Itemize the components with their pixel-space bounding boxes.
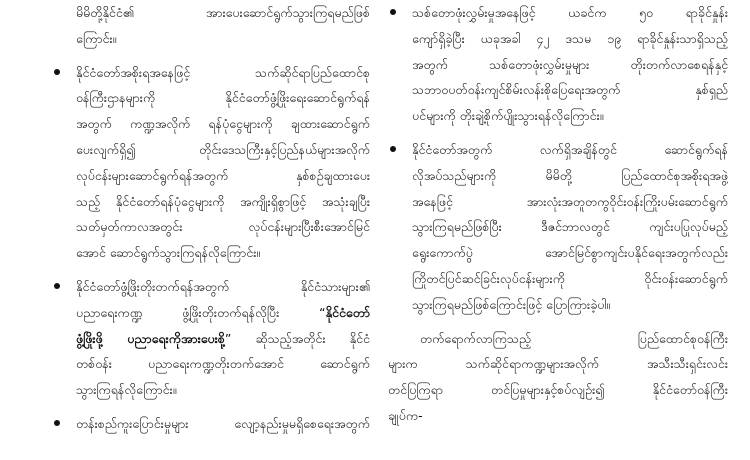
text-line: အတွက် ကဏ္ဍအလိုက် ရန်ပုံငွေများကို ချထားဆောင်ရွက် <box>76 116 370 132</box>
text-line: ကျော်ရှိခဲ့ပြီး ယခုအခါ ၄၂ ဒသမ ၁၉ ရာခိုင်နှုန်းသာရှိသည့် <box>412 30 728 46</box>
text-line: ကြောင်း။ <box>76 30 117 46</box>
text-line: သွားကြရမည်ဖြစ်ကြောင်းဖြင့် ပြောကြားခဲ့ပါ။ <box>412 296 611 312</box>
text-line: ဝန်ကြီးဌာနများကို နိုင်ငံတော်ဖွံ့ဖြိုးရေးဆောင်ရွက်ရန် <box>76 90 370 106</box>
text-line: ချုပ်က- <box>388 407 423 423</box>
text-line: သည့် နိုင်ငံတော်ရန်ပုံငွေများကို အကျိုးရှိစွာဖြင့် အသုံးချပြီး <box>76 193 370 209</box>
text-line: နိုင်ငံတော်အတွက် လက်ရှိအချိန်တွင် ဆောင်ရွက်ရန် <box>412 141 728 157</box>
text-line: များက သက်ဆိုင်ရာကဏ္ဍများအလိုက် အသီးသီးရှင်းလင်း <box>388 356 728 372</box>
text-line: လုပ်ငန်းများဆောင်ရွက်ရန်အတွက် နှစ်စဉ်ချထားပေး <box>76 167 370 183</box>
bullet-icon <box>54 283 60 289</box>
bullet-paragraph-forest <box>388 0 728 129</box>
text-line: အတွက် သစ်တောဖုံးလွှမ်းမှုများ တိုးတက်လာစေရန်နှင့် <box>412 56 728 72</box>
text-line: တစ်ဝန်း ပညာရေးကဏ္ဍတိုးတက်အောင် ဆောင်ရွက် <box>76 356 370 372</box>
bullet-paragraph-education <box>52 274 370 403</box>
text-line: မိမိတို့နိုင်ငံ၏ အားပေးဆောင်ရွက်သွားကြရမည်ဖြစ် <box>76 5 370 20</box>
text-line: သဘာဝပတ်ဝန်းကျင်စိမ်းလန်းစိုပြေရေးအတွက် နှစ်ရှည် <box>412 82 728 98</box>
continued-paragraph <box>52 0 370 52</box>
bullet-paragraph-transition <box>52 411 370 437</box>
bullet-icon <box>54 420 60 426</box>
bullet-icon <box>390 9 396 15</box>
text-line: တန်းစည်ကူးပြောင်းမှုများ လျော့နည်းမှုမရှိစေရေးအတွက် <box>76 415 370 431</box>
left-column <box>52 0 370 460</box>
bold-phrase: နိုင်ငံတော် <box>325 304 370 320</box>
text-line: ရွေးကောက်ပွဲ အောင်မြင်စွာကျင်းပနိုင်ရေးအတွက်လည်း <box>412 245 728 261</box>
text-line <box>76 326 370 352</box>
text-line: အနေဖြင့် အားလုံးအတူတကွဝိုင်းဝန်းကြိုးပမ်းဆောင်ရွက် <box>412 193 728 209</box>
text-line: ကြိုတင်ပြင်ဆင်ခြင်းလုပ်ငန်းများကို ဝိုင်းဝန်းဆောင်ရွက် <box>412 270 728 286</box>
text-line: တင်ပြကြရာ တင်ပြမှုများနှင့်စပ်လျဉ်း၍ နိုင်ငံတော်ဝန်ကြီး <box>388 382 728 398</box>
text-line: သွားကြရန်လိုကြောင်း။ <box>76 382 177 398</box>
bullet-icon <box>390 146 396 152</box>
text-fragment: ” ဆိုသည့်အတိုင်း နိုင်ငံ <box>224 330 370 346</box>
bullet-icon <box>54 69 60 75</box>
text-line: သတ်မှတ်ကာလအတွင်း လုပ်ငန်းများပြီးစီးအောင်မြင် <box>76 219 370 235</box>
text-line: နိုင်ငံတော်ဖွံ့ဖြိုးတိုးတက်ရန်အတွက် နိုင်ငံသားများ၏ <box>76 278 370 294</box>
closing-paragraph <box>388 326 728 429</box>
text-line: သွားကြရမည်ဖြစ်ပြီး ဒီဇင်ဘာလတွင် ကျင်းပပြုလုပ်မည့် <box>412 219 728 235</box>
text-line: သစ်တောဖုံးလွှမ်းမှုအနေဖြင့် ယခင်က ၅၀ ရာခိုင်နှုန်း <box>412 5 728 20</box>
text-line: နိုင်ငံတော်အစိုးရအနေဖြင့် သက်ဆိုင်ရာပြည်ထောင်စု <box>76 64 370 80</box>
text-line: အောင် ဆောင်ရွက်သွားကြရန်လိုကြောင်း။ <box>76 245 261 261</box>
right-column <box>388 0 728 460</box>
text-fragment: ပညာရေးကဏ္ဍ ဖွံ့ဖြိုးတိုးတက်ရန်လိုပြီး “ <box>76 304 326 320</box>
bullet-paragraph-budget <box>52 60 370 266</box>
text-line: လိုအပ်သည်များကို မိမိတို့ ပြည်ထောင်စုအစိုးရအဖွဲ့ <box>412 167 728 183</box>
bold-phrase: ဖွံ့ဖြိုးဖို့ ပညာရေးကိုအားပေးစို့ <box>76 330 225 346</box>
text-line: ပေးလျက်ရှိ၍ တိုင်းဒေသကြီးနှင့်ပြည်နယ်များအလိုက် <box>76 141 370 157</box>
text-line: ပင်များကို တိုးချဲ့စိုက်ပျိုးသွားရန်လိုကြောင်း။ <box>412 108 604 124</box>
text-line <box>76 300 370 326</box>
bullet-paragraph-election <box>388 137 728 318</box>
text-line: တက်ရောက်လာကြသည့် ပြည်ထောင်စုဝန်ကြီး <box>420 330 728 346</box>
